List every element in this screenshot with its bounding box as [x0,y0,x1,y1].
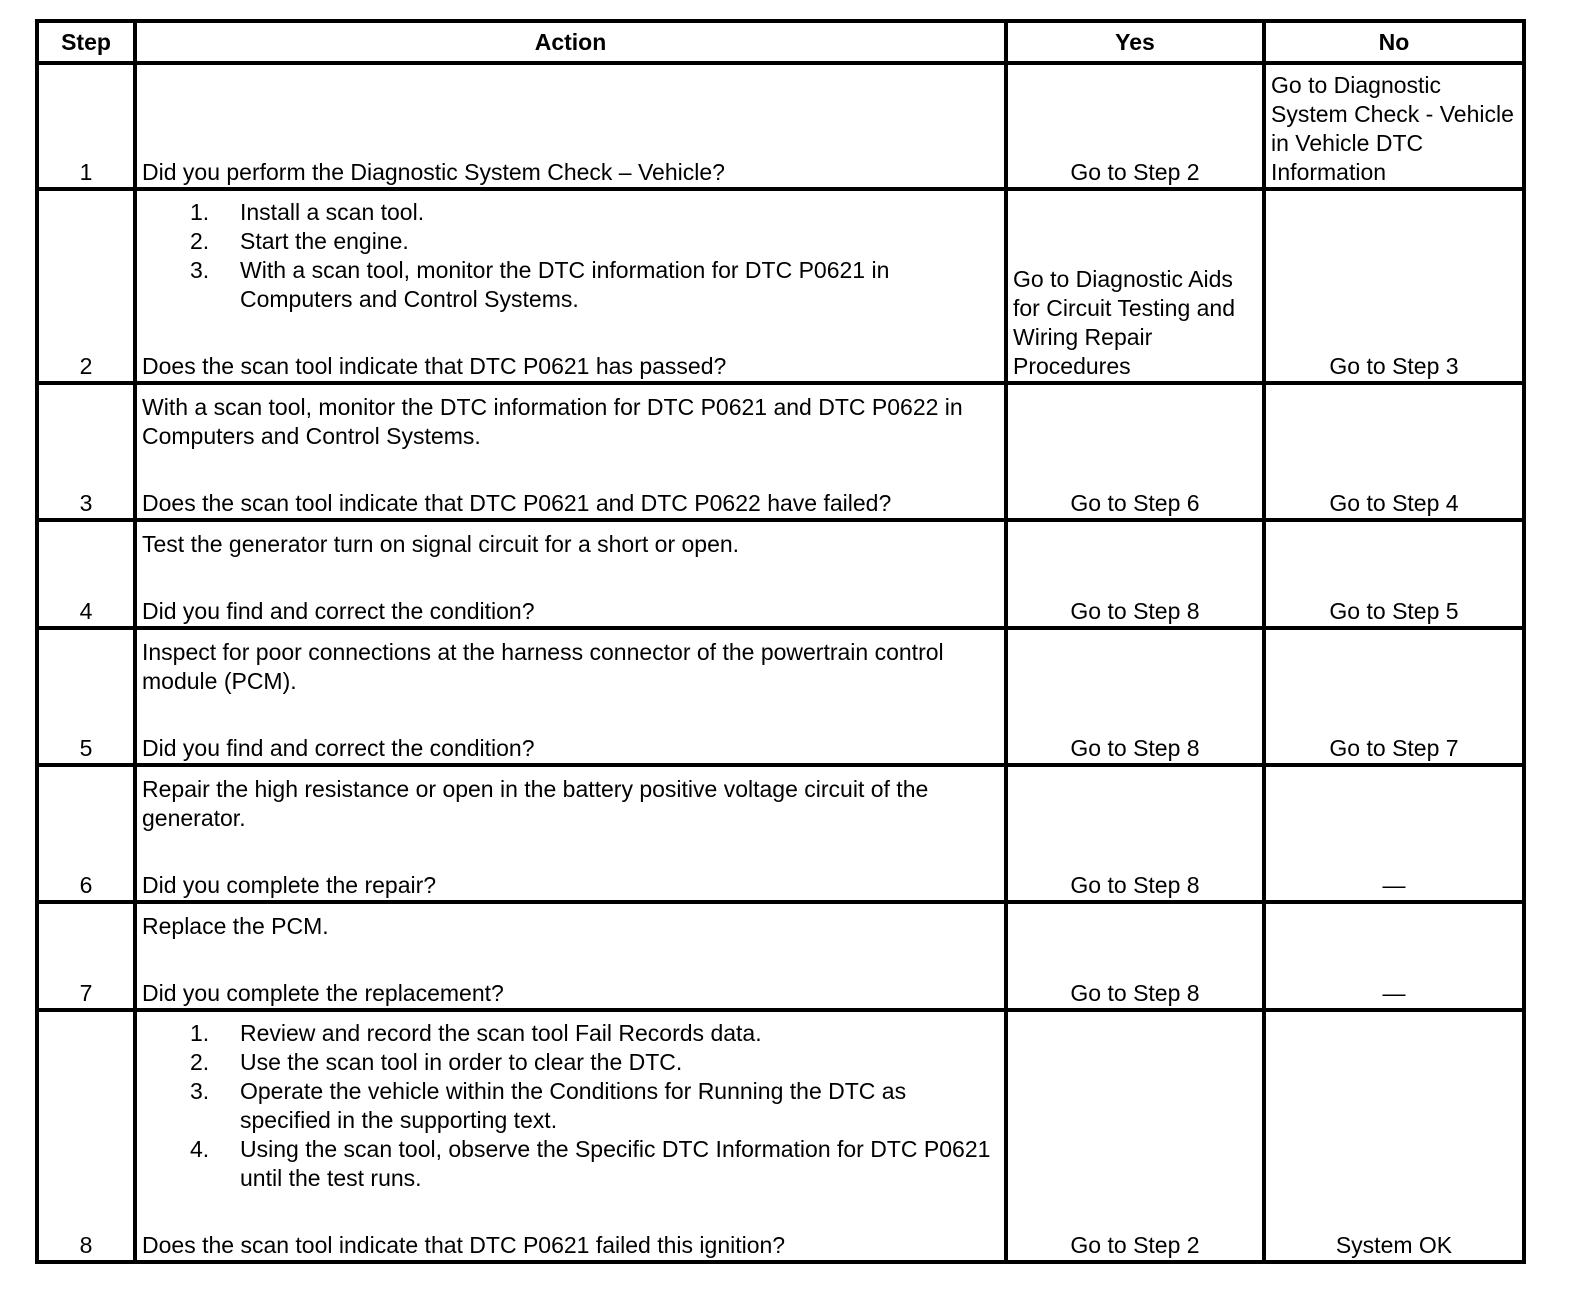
step-number: 5 [37,628,135,765]
list-number: 2. [190,228,210,254]
header-row [37,21,1524,63]
list-item [190,198,999,227]
header-action: Action [135,21,1006,63]
action-cell [135,189,1006,383]
no-cell: — [1264,765,1524,902]
action-text: Repair the high resistance or open in the battery positive voltage circuit of the generator. [142,776,929,831]
yes-cell: Go to Step 8 [1006,628,1264,765]
step-number: 2 [37,189,135,383]
table-row [37,902,1524,1010]
table-row [37,63,1524,189]
step-number: 8 [37,1010,135,1262]
action-question: Did you complete the repair? [142,872,437,898]
action-text: Replace the PCM. [142,913,329,939]
action-cell [135,383,1006,520]
action-text: Test the generator turn on signal circuit for a short or open. [142,531,740,557]
header-yes: Yes [1006,21,1264,63]
action-question: Does the scan tool indicate that DTC P0621 failed this ignition? [142,1232,786,1258]
list-text: Start the engine. [240,228,409,254]
list-number: 3. [190,257,210,283]
step-number: 6 [37,765,135,902]
list-number: 2. [190,1049,210,1075]
step-number: 1 [37,63,135,189]
action-question: Did you find and correct the condition? [142,735,535,761]
action-cell [135,63,1006,189]
list-text: With a scan tool, monitor the DTC information for DTC P0621 in Computers and Control Systems. [240,257,890,312]
action-question: Does the scan tool indicate that DTC P0621 and DTC P0622 have failed? [142,490,892,516]
table-row [37,520,1524,628]
no-cell: Go to Step 5 [1264,520,1524,628]
action-question: Did you find and correct the condition? [142,598,535,624]
list-item [190,256,999,314]
list-item [190,1135,999,1193]
yes-cell: Go to Diagnostic Aids for Circuit Testing and Wiring Repair Procedures [1006,189,1264,383]
list-item [190,1048,999,1077]
list-item [190,1077,999,1135]
action-cell [135,628,1006,765]
no-cell: — [1264,902,1524,1010]
table-row [37,765,1524,902]
action-text: Did you perform the Diagnostic System Check – Vehicle? [142,159,725,185]
table-row [37,189,1524,383]
no-cell: System OK [1264,1010,1524,1262]
list-text: Review and record the scan tool Fail Records data. [240,1020,762,1046]
procedure-list [142,198,999,314]
list-number: 1. [190,1020,210,1046]
step-number: 3 [37,383,135,520]
yes-cell: Go to Step 8 [1006,765,1264,902]
list-text: Using the scan tool, observe the Specific DTC Information for DTC P0621 until the test runs. [240,1136,991,1191]
list-text: Operate the vehicle within the Conditions for Running the DTC as specified in the supporting text. [240,1078,907,1133]
yes-cell: Go to Step 8 [1006,520,1264,628]
list-item [190,1019,999,1048]
list-number: 3. [190,1078,210,1104]
header-no: No [1264,21,1524,63]
list-number: 4. [190,1136,210,1162]
action-cell [135,765,1006,902]
action-question: Does the scan tool indicate that DTC P0621 has passed? [142,353,727,379]
list-text: Install a scan tool. [240,199,425,225]
list-text: Use the scan tool in order to clear the DTC. [240,1049,683,1075]
step-number: 4 [37,520,135,628]
action-cell [135,902,1006,1010]
table-row [37,383,1524,520]
no-cell: Go to Step 7 [1264,628,1524,765]
diagnostic-table [35,19,1526,1264]
no-cell: Go to Diagnostic System Check - Vehicle in Vehicle DTC Information [1264,63,1524,189]
step-number: 7 [37,902,135,1010]
action-question: Did you complete the replacement? [142,980,504,1006]
action-cell [135,1010,1006,1262]
list-item [190,227,999,256]
action-text: With a scan tool, monitor the DTC information for DTC P0621 and DTC P0622 in Computers and Control Systems. [142,394,963,449]
table-row [37,1010,1524,1262]
header-step: Step [37,21,135,63]
no-cell: Go to Step 4 [1264,383,1524,520]
yes-cell: Go to Step 8 [1006,902,1264,1010]
list-number: 1. [190,199,210,225]
table-row [37,628,1524,765]
action-cell [135,520,1006,628]
no-cell: Go to Step 3 [1264,189,1524,383]
action-text: Inspect for poor connections at the harness connector of the powertrain control module (PCM). [142,639,944,694]
yes-cell: Go to Step 6 [1006,383,1264,520]
yes-cell: Go to Step 2 [1006,1010,1264,1262]
procedure-list [142,1019,999,1193]
yes-cell: Go to Step 2 [1006,63,1264,189]
